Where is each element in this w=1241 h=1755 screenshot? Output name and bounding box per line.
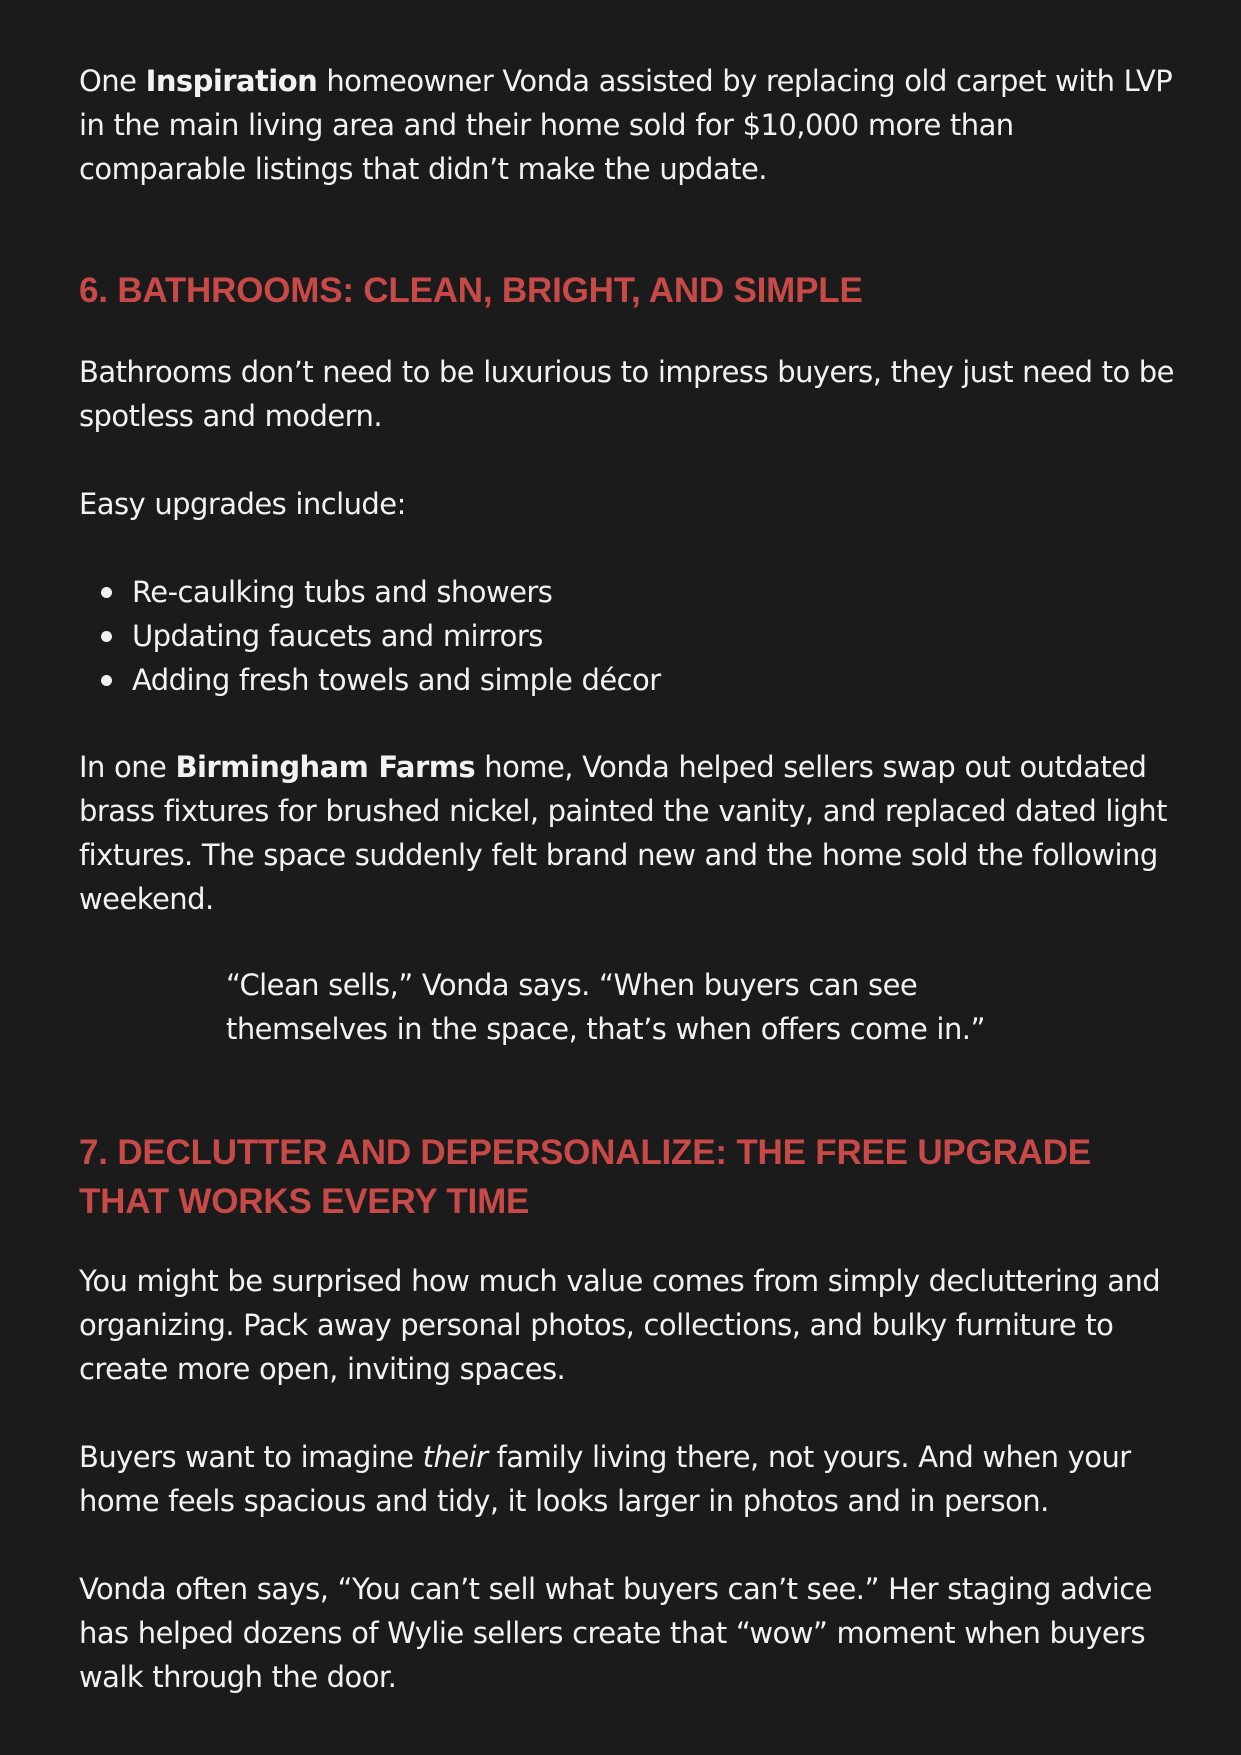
upgrades-label: Easy upgrades include:	[79, 487, 406, 521]
example-paragraph	[79, 745, 1174, 921]
intro-prefix: One	[79, 64, 146, 98]
bullet-icon	[101, 587, 112, 598]
upgrades-list	[79, 570, 661, 702]
section-6-paragraph: Bathrooms don’t need to be luxurious to impress buyers, they just need to be spotless and modern.	[79, 355, 1174, 433]
bullet-icon	[101, 675, 112, 686]
bullet-icon	[101, 631, 112, 642]
example-bold-place: Birmingham Farms	[175, 750, 476, 784]
section-7-paragraph-2	[79, 1435, 1174, 1523]
list-item-text: Updating faucets and mirrors	[132, 619, 543, 653]
pull-quote: “Clean sells,” Vonda says. “When buyers can see themselves in the space, that’s when offers come in.”	[226, 968, 985, 1046]
list-item	[79, 570, 661, 614]
paragraph-2-prefix: Buyers want to imagine	[79, 1440, 423, 1474]
list-item	[79, 614, 661, 658]
example-suffix: home, Vonda helped sellers swap out outdated brass fixtures for brushed nickel, painted the vanity, and replaced dated light fixtures. The space suddenly felt brand new and the home sold the following weekend.	[79, 750, 1167, 916]
section-7-paragraph-1: You might be surprised how much value comes from simply decluttering and organizing. Pack away personal photos, collections, and bulky furniture to create more open, inviting spaces.	[79, 1264, 1161, 1386]
paragraph-2-emphasis: their	[422, 1440, 488, 1474]
list-item	[79, 658, 661, 702]
list-item-text: Adding fresh towels and simple décor	[132, 663, 661, 697]
example-prefix: In one	[79, 750, 176, 784]
intro-paragraph	[79, 59, 1174, 191]
list-item-text: Re-caulking tubs and showers	[132, 575, 553, 609]
section-7-paragraph-3: Vonda often says, “You can’t sell what buyers can’t see.” Her staging advice has helped dozens of Wylie sellers create that “wow” moment when buyers walk through the door.	[79, 1572, 1152, 1694]
section-6-heading: 6. BATHROOMS: CLEAN, BRIGHT, AND SIMPLE	[79, 271, 863, 310]
paragraph-2-suffix: family living there, not yours. And when your home feels spacious and tidy, it looks larger in photos and in person.	[79, 1440, 1131, 1518]
intro-bold-place: Inspiration	[145, 64, 318, 98]
section-7-heading: 7. DECLUTTER AND DEPERSONALIZE: THE FREE UPGRADE THAT WORKS EVERY TIME	[79, 1133, 1091, 1221]
intro-suffix: homeowner Vonda assisted by replacing old carpet with LVP in the main living area and their home sold for $10,000 more than comparable listings that didn’t make the update.	[79, 64, 1173, 186]
